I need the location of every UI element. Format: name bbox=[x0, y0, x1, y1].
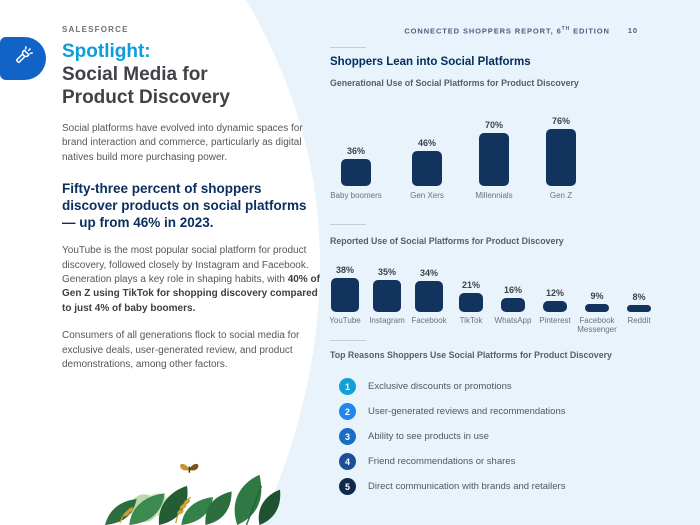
divider bbox=[330, 47, 366, 48]
number-badge: 1 bbox=[339, 378, 356, 395]
butterfly-icon bbox=[180, 464, 198, 473]
bar-value-label: 12% bbox=[545, 288, 564, 298]
number-badge: 5 bbox=[339, 478, 356, 495]
divider bbox=[330, 224, 366, 225]
bar-value-label: 8% bbox=[632, 292, 646, 302]
intro-paragraph-3: Consumers of all generations flock to social media for exclusive deals, user-generated review, and product demonstrations, among other factors. bbox=[62, 330, 300, 371]
bar-pinterest bbox=[585, 304, 609, 312]
foliage-illustration bbox=[88, 458, 284, 525]
number-badge: 4 bbox=[339, 453, 356, 470]
flashlight-icon bbox=[11, 44, 35, 73]
reasons-list bbox=[339, 378, 566, 503]
bar-facebook-messenger bbox=[543, 301, 567, 312]
page-number: 10 bbox=[627, 26, 638, 35]
bar-value-label: 9% bbox=[590, 291, 604, 301]
number-badge: 2 bbox=[339, 403, 356, 420]
stat-callout: Fifty-three percent of shoppers discover products on social platforms — up from 46% in 2023. bbox=[62, 181, 307, 231]
spotlight-badge bbox=[0, 37, 46, 80]
bar-baby-boomers bbox=[341, 159, 371, 186]
reasons-title: Top Reasons Shoppers Use Social Platforms for Product Discovery bbox=[330, 350, 612, 360]
list-item: 1 Exclusive discounts or promotions bbox=[339, 378, 566, 395]
brand-label: SALESFORCE bbox=[62, 25, 129, 34]
spotlight-label: Spotlight: bbox=[62, 41, 151, 62]
bar-instagram bbox=[373, 280, 401, 312]
list-item: 2 User-generated reviews and recommendations bbox=[339, 403, 566, 420]
bar-value-label: 35% bbox=[377, 267, 396, 277]
bar-tiktok bbox=[459, 293, 483, 312]
bar-value-label: 38% bbox=[335, 265, 354, 275]
report-title: CONNECTED SHOPPERS REPORT, 6TH EDITION bbox=[404, 26, 610, 36]
bar-value-label: 34% bbox=[419, 268, 438, 278]
intro-column bbox=[62, 40, 320, 372]
bar-value-label: 46% bbox=[417, 138, 436, 148]
bar-gen-z bbox=[546, 129, 576, 186]
chart-generational-use bbox=[330, 116, 676, 186]
number-badge: 3 bbox=[339, 428, 356, 445]
section-title: Shoppers Lean into Social Platforms bbox=[330, 56, 531, 68]
bar-value-label: 21% bbox=[461, 280, 480, 290]
page-title: Social Media for Product Discovery bbox=[62, 64, 230, 108]
intro-paragraph-2: YouTube is the most popular social platform for product discovery, followed closely by Instagram and Facebook. Generation plays a key role in shaping habits, with 40% of Gen Z using TikTok for shopping discovery compared to just 4% of baby boomers. bbox=[62, 245, 320, 314]
chart1-subtitle: Generational Use of Social Platforms for Product Discovery bbox=[330, 78, 579, 88]
bar-whatsapp bbox=[501, 298, 525, 312]
chart2-subtitle: Reported Use of Social Platforms for Product Discovery bbox=[330, 236, 564, 246]
bar-value-label: 16% bbox=[503, 285, 522, 295]
chart1-category-labels: Baby boomers Gen Xers Millennials Gen Z bbox=[330, 191, 573, 200]
intro-paragraph-1: Social platforms have evolved into dynamic spaces for brand interaction and commerce, particularly as digital natives build more purchasing power. bbox=[62, 123, 303, 163]
chart2-category-labels: YouTube Instagram Facebook TikTok WhatsApp Pinterest Facebook Messenger Reddit bbox=[329, 316, 651, 334]
bar-facebook bbox=[415, 281, 443, 312]
list-item: 5 Direct communication with brands and retailers bbox=[339, 478, 566, 495]
chart-platform-use bbox=[330, 246, 676, 312]
bar-gen-xers bbox=[412, 151, 442, 186]
list-item: 4 Friend recommendations or shares bbox=[339, 453, 566, 470]
bar-value-label: 70% bbox=[484, 120, 503, 130]
bar-reddit bbox=[627, 305, 651, 312]
divider bbox=[330, 340, 366, 341]
bar-youtube bbox=[331, 278, 359, 312]
bar-millennials bbox=[479, 133, 509, 186]
data-column bbox=[330, 0, 676, 525]
bar-value-label: 76% bbox=[551, 116, 570, 126]
bar-value-label: 36% bbox=[346, 146, 365, 156]
list-item: 3 Ability to see products in use bbox=[339, 428, 566, 445]
